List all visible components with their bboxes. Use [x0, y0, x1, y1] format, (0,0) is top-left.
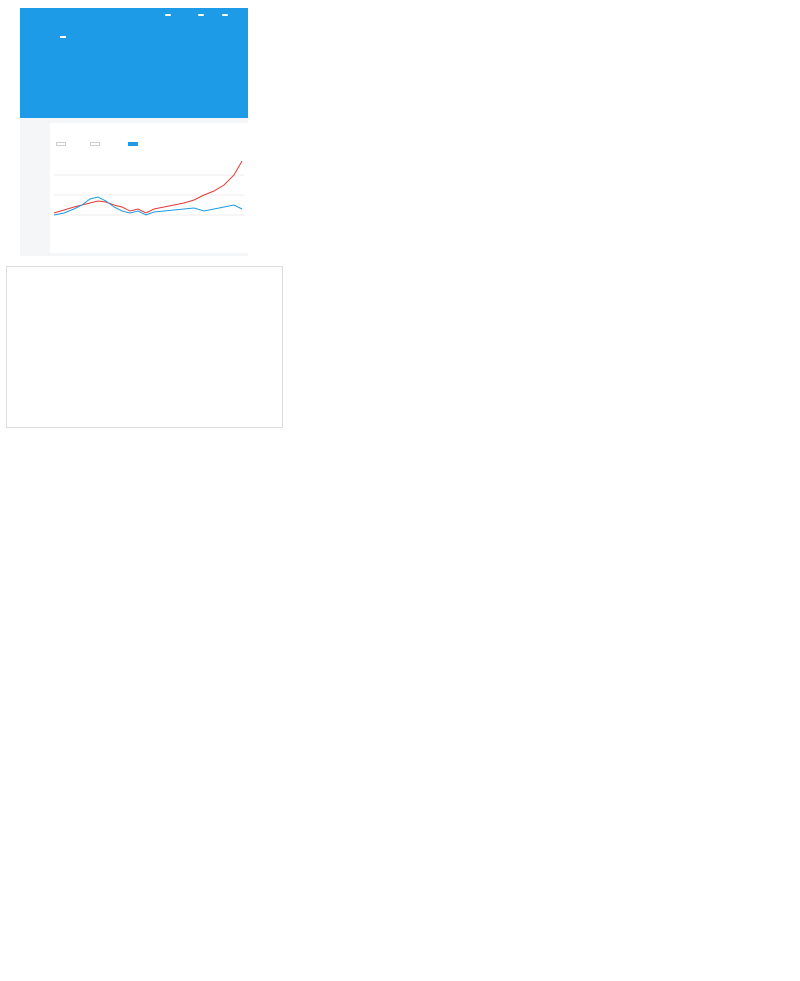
market-tag	[60, 36, 66, 38]
subscribe-button[interactable]	[198, 14, 204, 16]
portfolio-info-button[interactable]	[165, 14, 171, 16]
portfolio-header	[20, 8, 248, 118]
index-valuation-table	[254, 8, 534, 248]
share-button[interactable]	[222, 14, 228, 16]
holdings-panel	[6, 266, 283, 428]
tab-1m[interactable]	[56, 142, 66, 146]
portfolio-card	[20, 8, 248, 256]
tab-all[interactable]	[128, 142, 138, 146]
tab-3m[interactable]	[90, 142, 100, 146]
return-chart-panel	[50, 123, 248, 253]
return-line-chart	[54, 155, 244, 235]
